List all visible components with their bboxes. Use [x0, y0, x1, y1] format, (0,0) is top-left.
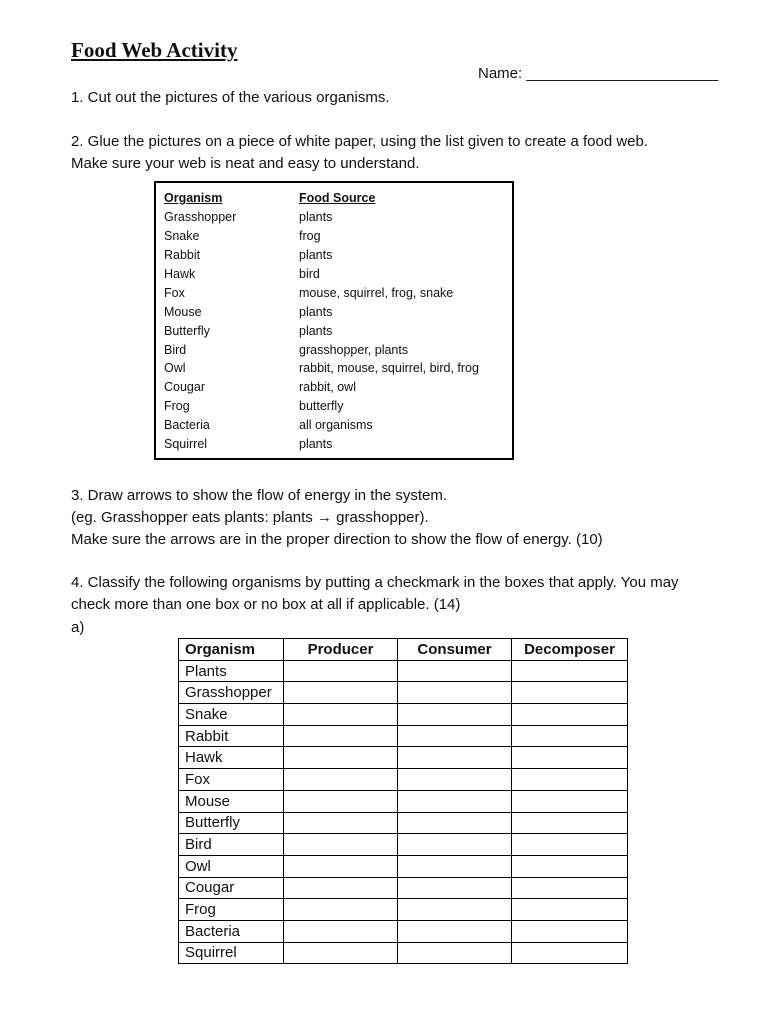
- classify-organism-cell: Rabbit: [179, 725, 284, 747]
- classification-row: [179, 747, 628, 769]
- classification-row: [179, 920, 628, 942]
- checkbox-cell-decomposer[interactable]: [512, 769, 628, 791]
- food-table-row: [164, 435, 479, 454]
- step-3-line-1: 3. Draw arrows to show the flow of energy in the system.: [71, 487, 447, 504]
- classify-organism-cell: Squirrel: [179, 942, 284, 964]
- checkbox-cell-consumer[interactable]: [398, 812, 512, 834]
- checkbox-cell-consumer[interactable]: [398, 747, 512, 769]
- food-source-cell: plants: [299, 437, 333, 452]
- checkbox-cell-consumer[interactable]: [398, 877, 512, 899]
- food-table-row: [164, 265, 479, 284]
- food-table-row: [164, 397, 479, 416]
- name-field-label: Name: _______________________: [478, 65, 719, 82]
- checkbox-cell-decomposer[interactable]: [512, 899, 628, 921]
- classify-organism-cell: Bacteria: [179, 920, 284, 942]
- checkbox-cell-producer[interactable]: [284, 812, 398, 834]
- food-organism-cell: Owl: [164, 361, 186, 376]
- food-source-cell: plants: [299, 323, 333, 338]
- classification-row: [179, 855, 628, 877]
- food-source-cell: frog: [299, 229, 321, 244]
- classify-organism-cell: Hawk: [179, 747, 284, 769]
- checkbox-cell-decomposer[interactable]: [512, 704, 628, 726]
- classification-row: [179, 899, 628, 921]
- checkbox-cell-decomposer[interactable]: [512, 725, 628, 747]
- classify-header-organism: Organism: [179, 639, 284, 661]
- checkbox-cell-decomposer[interactable]: [512, 942, 628, 964]
- classify-organism-cell: Mouse: [179, 790, 284, 812]
- checkbox-cell-consumer[interactable]: [398, 682, 512, 704]
- checkbox-cell-producer[interactable]: [284, 704, 398, 726]
- checkbox-cell-producer[interactable]: [284, 769, 398, 791]
- classification-row: [179, 704, 628, 726]
- classify-header-consumer: Consumer: [398, 639, 512, 661]
- food-table-row: [164, 246, 479, 265]
- step-3: [71, 485, 603, 551]
- step-1-text: 1. Cut out the pictures of the various organisms.: [71, 89, 390, 106]
- classify-organism-cell: Plants: [179, 660, 284, 682]
- food-source-cell: plants: [299, 210, 333, 225]
- food-source-cell: bird: [299, 267, 320, 281]
- food-organism-cell: Butterfly: [164, 323, 210, 338]
- classify-organism-cell: Bird: [179, 834, 284, 856]
- checkbox-cell-consumer[interactable]: [398, 855, 512, 877]
- checkbox-cell-consumer[interactable]: [398, 704, 512, 726]
- classify-organism-cell: Fox: [179, 769, 284, 791]
- classify-header-producer: Producer: [284, 639, 398, 661]
- food-organism-cell: Hawk: [164, 267, 196, 281]
- food-organism-cell: Bird: [164, 342, 187, 357]
- classify-organism-cell: Frog: [179, 899, 284, 921]
- step-4a-label: a): [71, 619, 85, 636]
- checkbox-cell-consumer[interactable]: [398, 725, 512, 747]
- step-2-line-2: Make sure your web is neat and easy to understand.: [71, 155, 420, 172]
- step-4: [71, 572, 679, 616]
- checkbox-cell-decomposer[interactable]: [512, 855, 628, 877]
- food-source-cell: rabbit, owl: [299, 380, 356, 395]
- classify-organism-cell: Owl: [179, 855, 284, 877]
- checkbox-cell-consumer[interactable]: [398, 920, 512, 942]
- checkbox-cell-producer[interactable]: [284, 920, 398, 942]
- checkbox-cell-producer[interactable]: [284, 790, 398, 812]
- food-table-header-organism: Organism: [164, 191, 223, 206]
- checkbox-cell-decomposer[interactable]: [512, 660, 628, 682]
- food-source-cell: plants: [299, 304, 333, 319]
- checkbox-cell-producer[interactable]: [284, 855, 398, 877]
- classification-header-row: [179, 639, 628, 661]
- checkbox-cell-producer[interactable]: [284, 747, 398, 769]
- food-table-row: [164, 208, 479, 227]
- classification-row: [179, 769, 628, 791]
- food-table-row: [164, 416, 479, 435]
- step-4-line-1: 4. Classify the following organisms by putting a checkmark in the boxes that apply. You may: [71, 574, 679, 591]
- classification-row: [179, 682, 628, 704]
- food-source-cell: rabbit, mouse, squirrel, bird, frog: [299, 361, 479, 376]
- checkbox-cell-producer[interactable]: [284, 899, 398, 921]
- food-table-row: [164, 227, 479, 246]
- checkbox-cell-decomposer[interactable]: [512, 747, 628, 769]
- step-3-line-3: Make sure the arrows are in the proper direction to show the flow of energy. (10): [71, 531, 603, 548]
- food-organism-cell: Fox: [164, 285, 185, 300]
- food-source-box: [154, 181, 514, 460]
- food-organism-cell: Squirrel: [164, 437, 208, 452]
- checkbox-cell-decomposer[interactable]: [512, 790, 628, 812]
- food-organism-cell: Snake: [164, 229, 200, 244]
- checkbox-cell-producer[interactable]: [284, 725, 398, 747]
- classification-row: [179, 725, 628, 747]
- food-organism-cell: Cougar: [164, 380, 205, 395]
- checkbox-cell-consumer[interactable]: [398, 899, 512, 921]
- checkbox-cell-decomposer[interactable]: [512, 682, 628, 704]
- food-source-cell: mouse, squirrel, frog, snake: [299, 285, 454, 300]
- checkbox-cell-decomposer[interactable]: [512, 920, 628, 942]
- step-4-part-a: [71, 617, 84, 639]
- food-source-cell: plants: [299, 248, 333, 263]
- step-4-line-2: check more than one box or no box at all if applicable. (14): [71, 596, 461, 613]
- classification-row: [179, 660, 628, 682]
- checkbox-cell-consumer[interactable]: [398, 769, 512, 791]
- checkbox-cell-consumer[interactable]: [398, 834, 512, 856]
- classification-row: [179, 790, 628, 812]
- food-organism-cell: Bacteria: [164, 418, 210, 433]
- checkbox-cell-producer[interactable]: [284, 660, 398, 682]
- classify-organism-cell: Grasshopper: [179, 682, 284, 704]
- checkbox-cell-consumer[interactable]: [398, 660, 512, 682]
- checkbox-cell-producer[interactable]: [284, 682, 398, 704]
- food-source-cell: grasshopper, plants: [299, 342, 409, 357]
- food-table-row: [164, 283, 479, 302]
- step-2-line-1: 2. Glue the pictures on a piece of white paper, using the list given to create a food web.: [71, 133, 649, 150]
- food-source-cell: all organisms: [299, 418, 373, 433]
- checkbox-cell-producer[interactable]: [284, 877, 398, 899]
- page-title: Food Web Activity: [71, 38, 238, 62]
- step-2: [71, 131, 648, 175]
- checkbox-cell-consumer[interactable]: [398, 942, 512, 964]
- classification-row: [179, 812, 628, 834]
- food-table-row: [164, 359, 479, 378]
- classify-organism-cell: Butterfly: [179, 812, 284, 834]
- checkbox-cell-decomposer[interactable]: [512, 877, 628, 899]
- food-table-row: [164, 378, 479, 397]
- food-table-header-row: [164, 189, 479, 208]
- step-1: [71, 87, 390, 109]
- checkbox-cell-decomposer[interactable]: [512, 812, 628, 834]
- food-table-row: [164, 321, 479, 340]
- classify-organism-cell: Snake: [179, 704, 284, 726]
- checkbox-cell-decomposer[interactable]: [512, 834, 628, 856]
- food-organism-cell: Rabbit: [164, 248, 201, 263]
- food-table-row: [164, 302, 479, 321]
- checkbox-cell-producer[interactable]: [284, 834, 398, 856]
- step-3-line-2: (eg. Grasshopper eats plants: plants → grasshopper).: [71, 509, 429, 526]
- food-source-table: [164, 189, 479, 453]
- checkbox-cell-consumer[interactable]: [398, 790, 512, 812]
- food-table-header-food-source: Food Source: [299, 191, 376, 206]
- classification-row: [179, 942, 628, 964]
- food-table-row: [164, 340, 479, 359]
- food-source-cell: butterfly: [299, 399, 344, 414]
- classification-row: [179, 834, 628, 856]
- checkbox-cell-producer[interactable]: [284, 942, 398, 964]
- classify-organism-cell: Cougar: [179, 877, 284, 899]
- classification-table: [178, 638, 628, 964]
- classification-row: [179, 877, 628, 899]
- classify-header-decomposer: Decomposer: [512, 639, 628, 661]
- food-organism-cell: Grasshopper: [164, 210, 237, 225]
- food-organism-cell: Mouse: [164, 304, 202, 319]
- food-organism-cell: Frog: [164, 399, 190, 414]
